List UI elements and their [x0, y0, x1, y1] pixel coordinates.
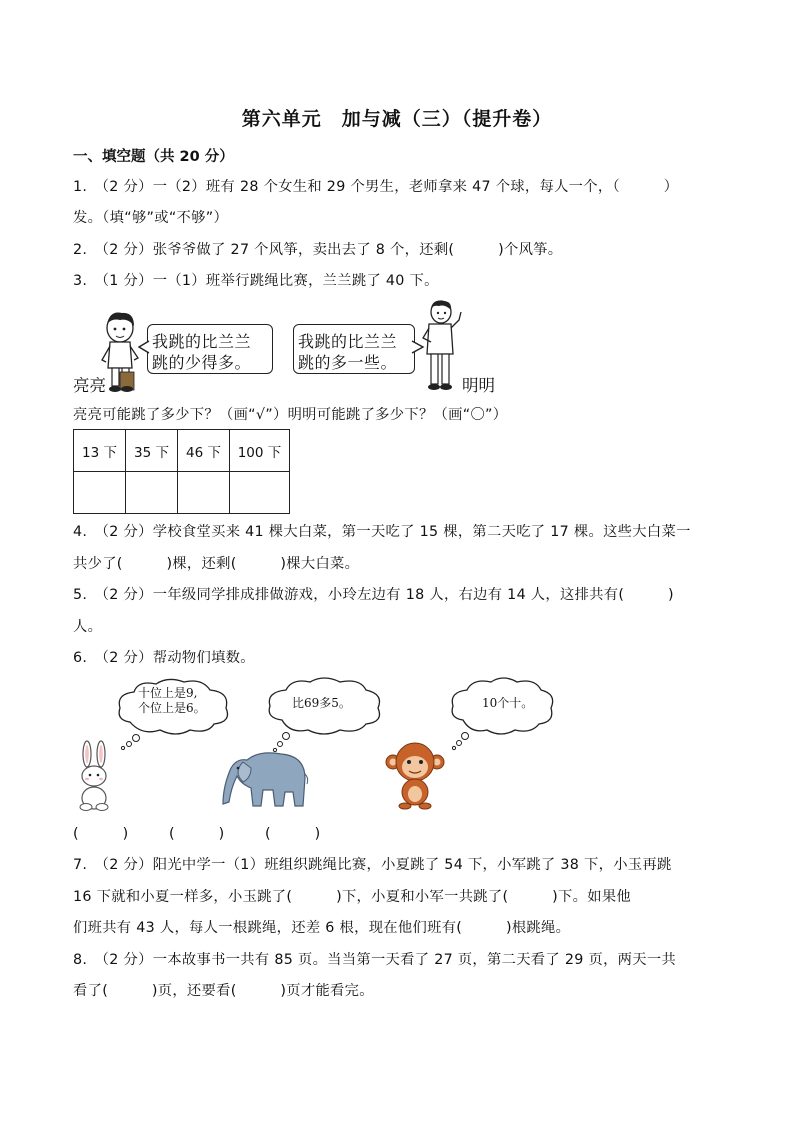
answer-blank-rabbit[interactable]: ( ): [73, 826, 129, 842]
question-5-line-1: 5. （2 分）一年级同学排成排做游戏，小玲左边有 18 人，右边有 14 人，这排共有( ): [73, 587, 674, 603]
bubble-right-line-2: 跳的多一些。: [298, 353, 398, 372]
cloud-1-line-2: 个位上是6。: [138, 701, 206, 715]
name-mingming: 明明: [462, 376, 495, 395]
question-2: 2. （2 分）张爷爷做了 27 个风筝，卖出去了 8 个，还剩( )个风筝。: [73, 242, 563, 258]
boy-mingming-illustration: [421, 298, 465, 394]
answer-cell[interactable]: [74, 472, 126, 514]
answer-cell[interactable]: [230, 472, 290, 514]
question-7-line-3: 们班共有 43 人，每人一根跳绳，还差 6 根，现在他们班有( )根跳绳。: [73, 920, 571, 936]
thought-cloud-monkey: [445, 676, 557, 752]
rabbit-illustration: [74, 740, 114, 812]
cloud-1-line-1: 十位上是9,: [138, 686, 198, 700]
name-liangliang: 亮亮: [73, 376, 106, 395]
option-cell: 13 下: [74, 430, 126, 472]
option-cell: 100 下: [230, 430, 290, 472]
option-cell: 46 下: [178, 430, 230, 472]
question-6-line-1: 6. （2 分）帮动物们填数。: [73, 650, 255, 666]
bubble-right-line-1: 我跳的比兰兰: [298, 332, 398, 351]
cloud-3-text: 10个十。: [482, 696, 534, 710]
question-5-line-2: 人。: [73, 619, 103, 635]
bubble-left-line-2: 跳的少得多。: [152, 353, 252, 372]
answer-blank-elephant[interactable]: ( ): [169, 826, 225, 842]
question-3-line-1: 3. （1 分）一（1）班举行跳绳比赛，兰兰跳了 40 下。: [73, 273, 439, 289]
question-3-prompt: 亮亮可能跳了多少下？（画“√”）明明可能跳了多少下？（画“〇”）: [73, 407, 508, 423]
thought-cloud-elephant: [262, 676, 386, 754]
question-8-line-1: 8. （2 分）一本故事书一共有 85 页。当当第一天看了 27 页，第二天看了 29 页，两天一共: [73, 952, 677, 968]
question-7-line-1: 7. （2 分）阳光中学一（1）班组织跳绳比赛，小夏跳了 54 下，小军跳了 38 下，小玉再跳: [73, 857, 672, 873]
page-title: 第六单元 加与减（三）（提升卷）: [241, 108, 553, 130]
cloud-2-text: 比69多5。: [292, 696, 351, 710]
option-cell: 35 下: [126, 430, 178, 472]
answer-cell[interactable]: [178, 472, 230, 514]
answer-blank-monkey[interactable]: ( ): [265, 826, 321, 842]
question-1-line-1: 1. （2 分）一（2）班有 28 个女生和 29 个男生，老师拿来 47 个球，每人一个，（ ）: [73, 179, 679, 195]
question-4-line-2: 共少了( )棵，还剩( )棵大白菜。: [73, 556, 360, 572]
question-4-line-1: 4. （2 分）学校食堂买来 41 棵大白菜，第一天吃了 15 棵，第二天吃了 17 棵。这些大白菜一: [73, 524, 691, 540]
question-1-line-2: 发。（填“够”或“不够”）: [73, 210, 229, 226]
speech-bubble-mingming: [293, 324, 415, 374]
monkey-illustration: [385, 740, 445, 810]
speech-pointer-left: [138, 340, 150, 354]
answer-table: [73, 429, 290, 514]
section-heading-fill-in: 一、填空题（共 20 分）: [73, 149, 234, 165]
question-7-line-2: 16 下就和小夏一样多，小玉跳了( )下，小夏和小军一共跳了( )下。如果他: [73, 889, 632, 905]
question-8-line-2: 看了( )页，还要看( )页才能看完。: [73, 983, 374, 999]
elephant-illustration: [219, 748, 311, 810]
bubble-left-line-1: 我跳的比兰兰: [152, 332, 252, 351]
answer-cell[interactable]: [126, 472, 178, 514]
speech-bubble-liangliang: [147, 324, 273, 374]
